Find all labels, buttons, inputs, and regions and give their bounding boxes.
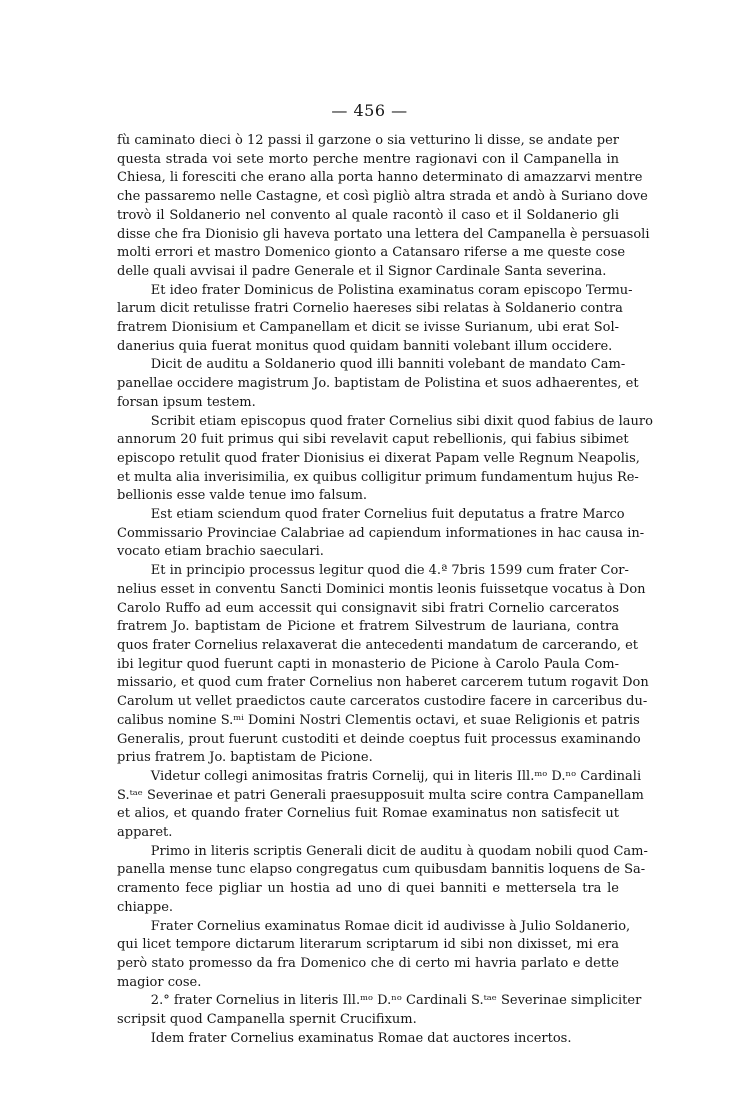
text-line: Primo in literis scriptis Generali dicit de auditu à quodam nobili quod Cam- bbox=[150, 843, 648, 859]
text-line: danerius quia fuerat monitus quod quidam banniti volebant illum occidere. bbox=[117, 338, 613, 354]
text-line: panella mense tunc elapso congregatus cum quibusdam bannitis loquens de Sa- bbox=[117, 862, 646, 878]
text-line: Dicit de auditu a Soldanerio quod illi banniti volebant de mandato Cam- bbox=[150, 357, 626, 373]
text-line: fù caminato dieci ò 12 passi il garzone o sia vetturino li disse, se andate per bbox=[117, 133, 619, 148]
paragraph bbox=[117, 356, 639, 412]
page-number: — 456 — bbox=[331, 101, 408, 120]
text-line: S.ᵗᵃᵉ Severinae et patri Generali praesupposuit multa scire contra Campanellam bbox=[117, 787, 644, 803]
paragraph bbox=[117, 843, 648, 918]
text-line: Idem frater Cornelius examinatus Romae dat auctores incertos. bbox=[150, 1030, 572, 1046]
text-line: però stato promesso da fra Domenico che di certo mi havria parlato e dette bbox=[117, 955, 619, 971]
text-line: panellae occidere magistrum Jo. baptistam de Polistina et suos adhaerentes, et bbox=[117, 376, 639, 392]
text-line: Est etiam sciendum quod frater Cornelius fuit deputatus a fratre Marco bbox=[150, 507, 625, 523]
text-line: larum dicit retulisse fratri Cornelio haereses sibi relatas à Soldanerio contra bbox=[117, 301, 623, 317]
text-line: cramento fece pigliar un hostia ad uno di quei banniti e mettersela tra le bbox=[117, 881, 619, 897]
text-line: et alios, et quando frater Cornelius fuit Romae examinatus non satisfecit ut bbox=[117, 806, 619, 822]
text-line: scripsit quod Campanella spernit Crucifixum. bbox=[117, 1012, 417, 1028]
text-line: Et in principio processus legitur quod die 4.ª 7bris 1599 cum frater Cor- bbox=[150, 563, 629, 579]
paragraph bbox=[117, 506, 645, 562]
text-line: molti errori et mastro Domenico gionto a Catansaro riferse a me queste cose bbox=[117, 245, 626, 261]
paragraph bbox=[117, 413, 653, 507]
text-line: fratrem Dionisium et Campanellam et dicit se ivisse Surianum, ubi erat Sol- bbox=[117, 320, 619, 336]
text-line: 2.° frater Cornelius in literis Ill.ᵐᵒ D.ⁿᵒ Cardinali S.ᵗᵃᵉ Severinae simpliciter bbox=[150, 993, 642, 1009]
text-line: magior cose. bbox=[117, 974, 202, 990]
text-line: calibus nomine S.ᵐⁱ Domini Nostri Clementis octavi, et suae Religionis et patris bbox=[117, 712, 640, 728]
text-line: qui licet tempore dictarum literarum scriptarum id sibi non dixisset, mi era bbox=[117, 937, 619, 953]
text-line: missario, et quod cum frater Cornelius non haberet carcerem tutum rogavit Don bbox=[117, 675, 649, 691]
text-line: Carolum ut vellet praedictos caute carceratos custodire facere in carceribus du- bbox=[117, 694, 648, 710]
text-line: nelius esset in conventu Sancti Dominici montis leonis fuissetque vocatus à Don bbox=[117, 581, 646, 597]
paragraph bbox=[117, 918, 631, 993]
text-line: annorum 20 fuit primus qui sibi revelavit caput rebellionis, qui fabius sibimet bbox=[117, 432, 629, 448]
text-line: ibi legitur quod fuerunt capti in monasterio de Picione à Carolo Paula Com- bbox=[117, 656, 619, 672]
text-line: delle quali avvisai il padre Generale et il Signor Cardinale Santa severina. bbox=[117, 263, 607, 279]
text-line: fratrem Jo. baptistam de Picione et fratrem Silvestrum de lauriana, contra bbox=[117, 619, 619, 635]
text-line: questa strada voi sete morto perche mentre ragionavi con il Campanella in bbox=[117, 151, 619, 167]
paragraph bbox=[117, 282, 633, 357]
paragraph bbox=[117, 768, 644, 843]
text-line: Chiesa, li foresciti che erano alla porta hanno determinato di amazzarvi mentre bbox=[117, 170, 643, 186]
text-line: prius fratrem Jo. baptistam de Picione. bbox=[117, 750, 373, 766]
text-line: apparet. bbox=[117, 825, 173, 841]
paragraph bbox=[117, 992, 642, 1029]
body-text bbox=[117, 132, 653, 1048]
text-line: Videtur collegi animositas fratris Cornelij, qui in literis Ill.ᵐᵒ D.ⁿᵒ Cardinali bbox=[150, 768, 642, 784]
text-line: bellionis esse valde tenue imo falsum. bbox=[117, 488, 368, 504]
text-line: Et ideo frater Dominicus de Polistina examinatus coram episcopo Termu- bbox=[150, 282, 633, 298]
text-line: Frater Cornelius examinatus Romae dicit id audivisse à Julio Soldanerio, bbox=[150, 918, 631, 934]
paragraph bbox=[117, 562, 649, 768]
text-line: Scribit etiam episcopus quod frater Cornelius sibi dixit quod fabius de lauro bbox=[150, 413, 653, 429]
text-line: chiappe. bbox=[117, 899, 174, 915]
paragraph bbox=[117, 132, 650, 282]
paragraph bbox=[117, 1030, 619, 1049]
text-line: forsan ipsum testem. bbox=[117, 394, 256, 410]
text-line: Commissario Provinciae Calabriae ad capiendum informationes in hac causa in- bbox=[117, 525, 645, 541]
text-line: et multa alia inverisimilia, ex quibus colligitur primum fundamentum hujus Re- bbox=[117, 469, 639, 485]
text-line: Carolo Ruffo ad eum accessit qui consignavit sibi fratri Cornelio carceratos bbox=[117, 600, 619, 616]
text-line: quos frater Cornelius relaxaverat die antecedenti mandatum de carcerando, et bbox=[117, 637, 639, 653]
text-line: trovò il Soldanerio nel convento al quale racontò il caso et il Soldanerio gli bbox=[117, 207, 619, 223]
text-line: che passaremo nelle Castagne, et così pigliò altra strada et andò à Suriano dove bbox=[117, 189, 648, 205]
text-line: vocato etiam brachio saeculari. bbox=[117, 544, 324, 560]
text-line: Generalis, prout fuerunt custoditi et deinde coeptus fuit processus examinando bbox=[117, 731, 641, 747]
text-line: episcopo retulit quod frater Dionisius ei dixerat Papam velle Regnum Neapolis, bbox=[117, 450, 640, 466]
text-line: disse che fra Dionisio gli haveva portato una lettera del Campanella è persuasoli bbox=[117, 226, 650, 242]
